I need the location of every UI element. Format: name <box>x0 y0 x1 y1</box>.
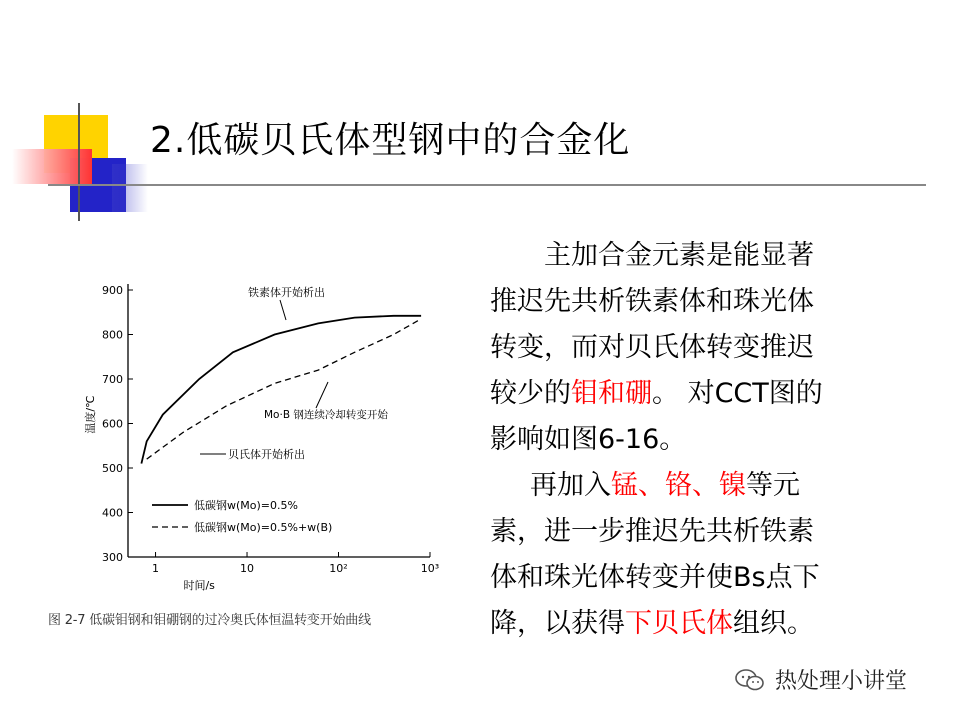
p2-line-1-after: 等元 <box>746 470 800 501</box>
y-tick-label: 300 <box>102 551 123 564</box>
watermark-text: 热处理小讲堂 <box>775 669 908 694</box>
chart-svg <box>40 270 470 600</box>
x-tick-label: 1 <box>152 562 160 575</box>
deco-vertical-line <box>78 103 80 221</box>
series-line-1 <box>141 316 421 464</box>
slide-title: 2.低碳贝氏体型钢中的合金化 <box>150 120 631 161</box>
p1-line-2: 推迟先共析铁素体和珠光体 <box>490 286 814 317</box>
title-underline <box>48 184 926 186</box>
annotation-ferrite: 铁素体开始析出 <box>248 286 325 299</box>
deco-blue-fade <box>112 164 148 212</box>
body-text <box>490 233 880 647</box>
deco-red-bar <box>12 149 92 184</box>
y-tick-label: 500 <box>102 462 123 475</box>
p1-line-4-before: 较少的 <box>490 378 571 409</box>
annotation-bainite: 贝氏体开始析出 <box>228 448 305 461</box>
x-tick-label: 10³ <box>420 562 440 575</box>
y-tick-label: 400 <box>102 506 123 520</box>
y-tick-label: 800 <box>102 328 123 342</box>
highlight-mo-b: 钼和硼 <box>571 378 652 409</box>
figure-caption: 图 2-7 低碳钼钢和钼硼钢的过冷奥氏体恒温转变开始曲线 <box>48 613 371 628</box>
chart-legend <box>152 498 332 534</box>
y-tick-label: 600 <box>102 417 123 431</box>
p1-line-1: 主加合金元素是能显著 <box>544 240 814 271</box>
annotation-ferrite-leader <box>280 300 286 320</box>
p1-line-4-after: 。 对CCT图的 <box>652 378 823 409</box>
figure-chart <box>40 270 470 640</box>
annotation-mo-b: Mo·B 钢连续冷却转变开始 <box>264 409 388 421</box>
x-tick-label: 10² <box>329 562 348 575</box>
p2-line-3: 体和珠光体转变并使Bs点下 <box>490 562 820 593</box>
p1-line-5: 影响如图6-16。 <box>490 424 687 455</box>
paragraph-1 <box>490 233 880 463</box>
y-axis-label: 温度/℃ <box>84 395 97 434</box>
p1-line-3: 转变，而对贝氏体转变推迟 <box>490 332 814 363</box>
y-tick-label: 900 <box>102 284 123 297</box>
p2-line-2: 素，进一步推迟先共析铁素 <box>490 516 814 547</box>
wechat-icon <box>735 668 765 692</box>
chart-annotations <box>200 285 388 461</box>
x-axis-label: 时间/s <box>183 579 215 592</box>
highlight-mn-cr-ni: 锰、铬、镍 <box>611 470 746 501</box>
y-tick-label: 700 <box>102 373 123 386</box>
paragraph-2 <box>490 463 880 647</box>
x-tick-label: 10 <box>240 562 255 575</box>
p2-last-before: 降，以获得 <box>490 608 625 639</box>
p2-last-after: 组织。 <box>733 608 814 639</box>
p2-line-1-before: 再加入 <box>530 470 611 501</box>
chart-series <box>141 316 421 464</box>
watermark <box>735 664 907 695</box>
highlight-lower-bainite: 下贝氏体 <box>625 608 733 639</box>
chart-axes <box>83 284 439 592</box>
annotation-mo-b-leader <box>316 382 328 408</box>
legend-label-1: 低碳钢w(Mo)=0.5% <box>194 499 298 512</box>
legend-label-2: 低碳钢w(Mo)=0.5%+w(B) <box>194 521 333 534</box>
